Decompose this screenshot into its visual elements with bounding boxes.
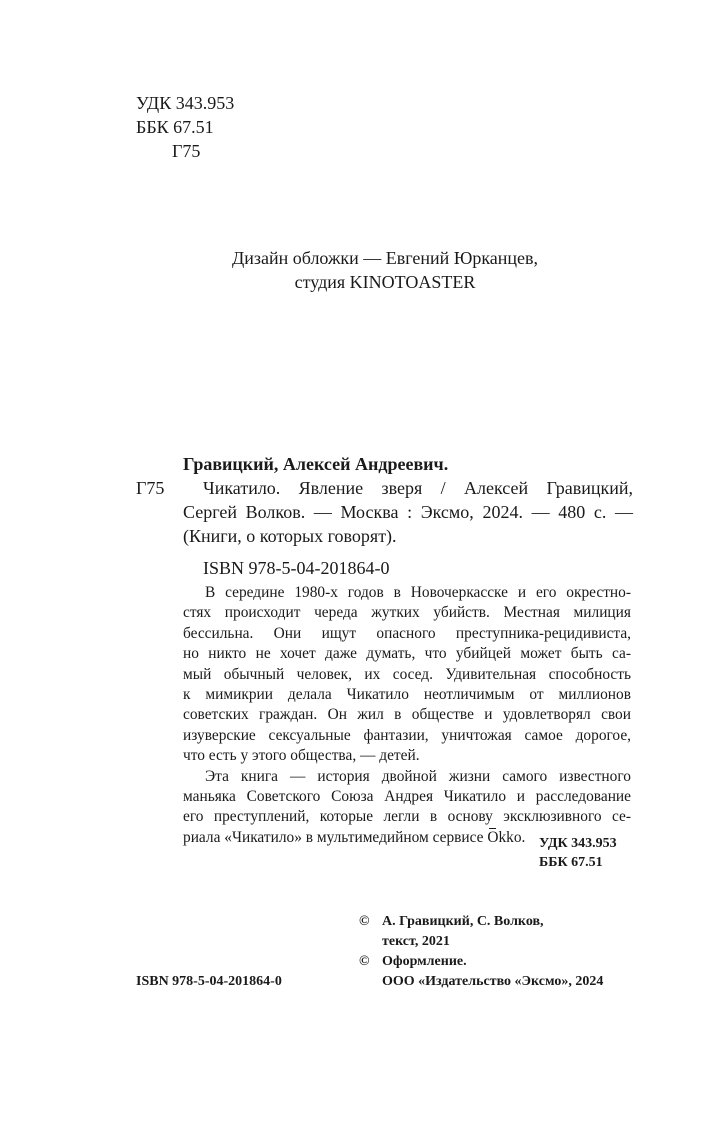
- isbn-record: ISBN 978-5-04-201864-0: [203, 558, 390, 578]
- okko-logo-letter: O: [487, 828, 498, 848]
- copyright-sign-1: ©: [359, 914, 370, 929]
- annotation-line: стях происходит череда жутких убийств. Местная милиция: [183, 604, 631, 622]
- okko-logo-rest: kko.: [498, 828, 526, 846]
- annotation: [183, 583, 631, 848]
- annotation-line: изуверские сексуальные фантазии, уничтожая самое дорогое,: [183, 726, 631, 744]
- copyright-sign-2: ©: [359, 954, 370, 969]
- annotation-line: советских граждан. Он жил в обществе и удовлетворял свои: [183, 706, 631, 724]
- copyright-design: Оформление.: [382, 954, 467, 969]
- cover-design-line-2: студия KINOTOASTER: [294, 272, 476, 292]
- author-mark-top: Г75: [172, 141, 201, 161]
- annotation-line: В середине 1980-х годов в Новочеркасске и его окрестно-: [205, 584, 631, 601]
- copyright-text-year: текст, 2021: [382, 934, 450, 949]
- bibliographic-description: [183, 476, 633, 548]
- copyright-authors: А. Гравицкий, С. Волков,: [382, 914, 544, 929]
- cover-design-credit: [140, 246, 630, 294]
- annotation-line-text: риала «Чикатило» в мультимедийном сервисе: [183, 828, 488, 846]
- annotation-line: Эта книга — история двойной жизни самого известного: [205, 767, 631, 785]
- bib-line-3: (Книги, о которых говорят).: [183, 526, 397, 546]
- bib-line-1: Чикатило. Явление зверя / Алексей Гравицкий,: [203, 478, 633, 498]
- bbk-code-top: ББК 67.51: [136, 117, 214, 137]
- annotation-line: но никто не хочет даже думать, что убийцей может быть са-: [183, 645, 631, 663]
- annotation-line: маньяка Советского Союза Андрея Чикатило и расследование: [183, 787, 631, 805]
- annotation-line: его преступлений, которые легли в основу эксклюзивного се-: [183, 808, 631, 826]
- annotation-line: что есть у этого общества, — детей.: [183, 747, 420, 765]
- isbn-bottom: ISBN 978-5-04-201864-0: [136, 974, 282, 989]
- annotation-line: к мимикрии делала Чикатило неотличимым от миллионов: [183, 685, 631, 703]
- copyright-publisher: ООО «Издательство «Эксмо», 2024: [382, 974, 604, 989]
- author-mark: Г75: [136, 478, 165, 498]
- udk-code-bottom: УДК 343.953: [539, 836, 617, 851]
- cover-design-line-1: Дизайн обложки — Евгений Юрканцев,: [231, 248, 539, 268]
- annotation-line: мый обычный человек, их сосед. Удивительная способность: [183, 665, 631, 683]
- bib-line-2: Сергей Волков. — Москва : Эксмо, 2024. — 480 с. —: [183, 502, 633, 522]
- bbk-code-bottom: ББК 67.51: [539, 855, 603, 870]
- annotation-line: бессильна. Они ищут опасного преступника-рецидивиста,: [183, 624, 631, 642]
- udk-code-top: УДК 343.953: [136, 93, 235, 113]
- author-heading: Гравицкий, Алексей Андреевич.: [183, 454, 449, 474]
